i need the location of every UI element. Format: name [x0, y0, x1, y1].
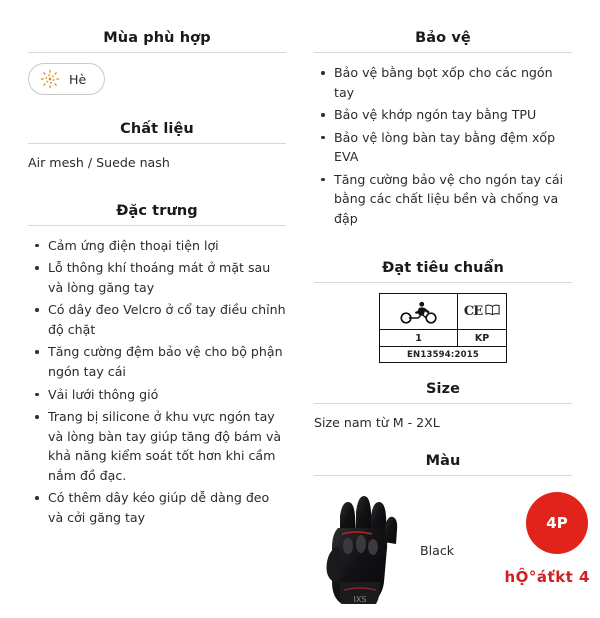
season-value: Hè: [69, 71, 87, 87]
sun-icon: [39, 68, 61, 90]
standard-table-row: [380, 294, 506, 330]
divider: [314, 52, 572, 53]
features-list: [28, 236, 286, 527]
season-section: [28, 30, 286, 109]
list-item: Bảo vệ khớp ngón tay bằng TPU: [332, 105, 572, 125]
standard-table: [379, 293, 507, 363]
divider: [28, 52, 286, 53]
size-title: Size: [425, 381, 461, 398]
color-title: Màu: [425, 453, 461, 470]
list-item: Bảo vệ lòng bàn tay bằng đệm xốp EVA: [332, 128, 572, 167]
protection-title: Bảo vệ: [415, 30, 471, 46]
size-text: Size nam từ M - 2XL: [314, 415, 440, 431]
glove-image: [314, 486, 406, 614]
standard-table-row: [380, 330, 506, 347]
standard-table-wrap: [314, 293, 572, 363]
list-item: Có thêm dây kéo giúp dễ dàng đeo và cởi găng tay: [46, 488, 286, 527]
season-pill: [28, 63, 105, 95]
list-item: Có dây đeo Velcro ở cổ tay điều chỉnh độ chặt: [46, 300, 286, 339]
protection-list: [314, 63, 572, 228]
list-item: Cảm ứng điện thoại tiện lợi: [46, 236, 286, 256]
standard-level: 1: [380, 330, 458, 346]
standard-type: KP: [474, 332, 490, 344]
watermark-text: hỘ°áťkt 4: [504, 568, 590, 586]
list-item: Lỗ thông khí thoáng mát ở mặt sau và lòng găng tay: [46, 258, 286, 297]
standard-norm: EN13594:2015: [407, 349, 479, 360]
list-item: Tăng cường đệm bảo vệ cho bộ phận ngón tay cái: [46, 342, 286, 381]
divider: [314, 475, 572, 476]
divider: [314, 282, 572, 283]
standard-section: [314, 260, 572, 363]
divider: [28, 143, 286, 144]
svg-text:IXS: IXS: [353, 595, 367, 605]
standard-title: Đạt tiêu chuẩn: [382, 260, 504, 277]
motorcyclist-icon: [380, 294, 458, 329]
manual-book-icon: [485, 304, 500, 319]
material-title: Chất liệu: [120, 121, 194, 137]
list-item: Vải lưới thông gió: [46, 385, 286, 405]
list-item: Trang bị silicone ở khu vực ngón tay và lòng bàn tay giúp tăng độ bám và khả năng kiểm soát tốt hơn khi cầm nắm đồ đạc.: [46, 407, 286, 485]
certification-marks: [458, 294, 506, 329]
features-title: Đặc trưng: [116, 202, 198, 219]
list-item: Bảo vệ bằng bọt xốp cho các ngón tay: [332, 63, 572, 102]
list-item: Tăng cường bảo vệ cho ngón tay cái bằng các chất liệu bền và chống va đập: [332, 170, 572, 229]
size-section: [314, 381, 572, 433]
material-text: Air mesh / Suede nash: [28, 155, 170, 170]
divider: [28, 225, 286, 226]
watermark-badge: 4P: [526, 492, 588, 554]
features-section: [28, 203, 286, 527]
color-name: Black: [420, 542, 455, 558]
season-title: Mùa phù hợp: [103, 30, 211, 46]
left-column: [14, 30, 300, 590]
protection-section: [314, 30, 572, 228]
ce-mark-icon: CE: [463, 304, 483, 320]
divider: [314, 403, 572, 404]
material-section: [28, 121, 286, 173]
